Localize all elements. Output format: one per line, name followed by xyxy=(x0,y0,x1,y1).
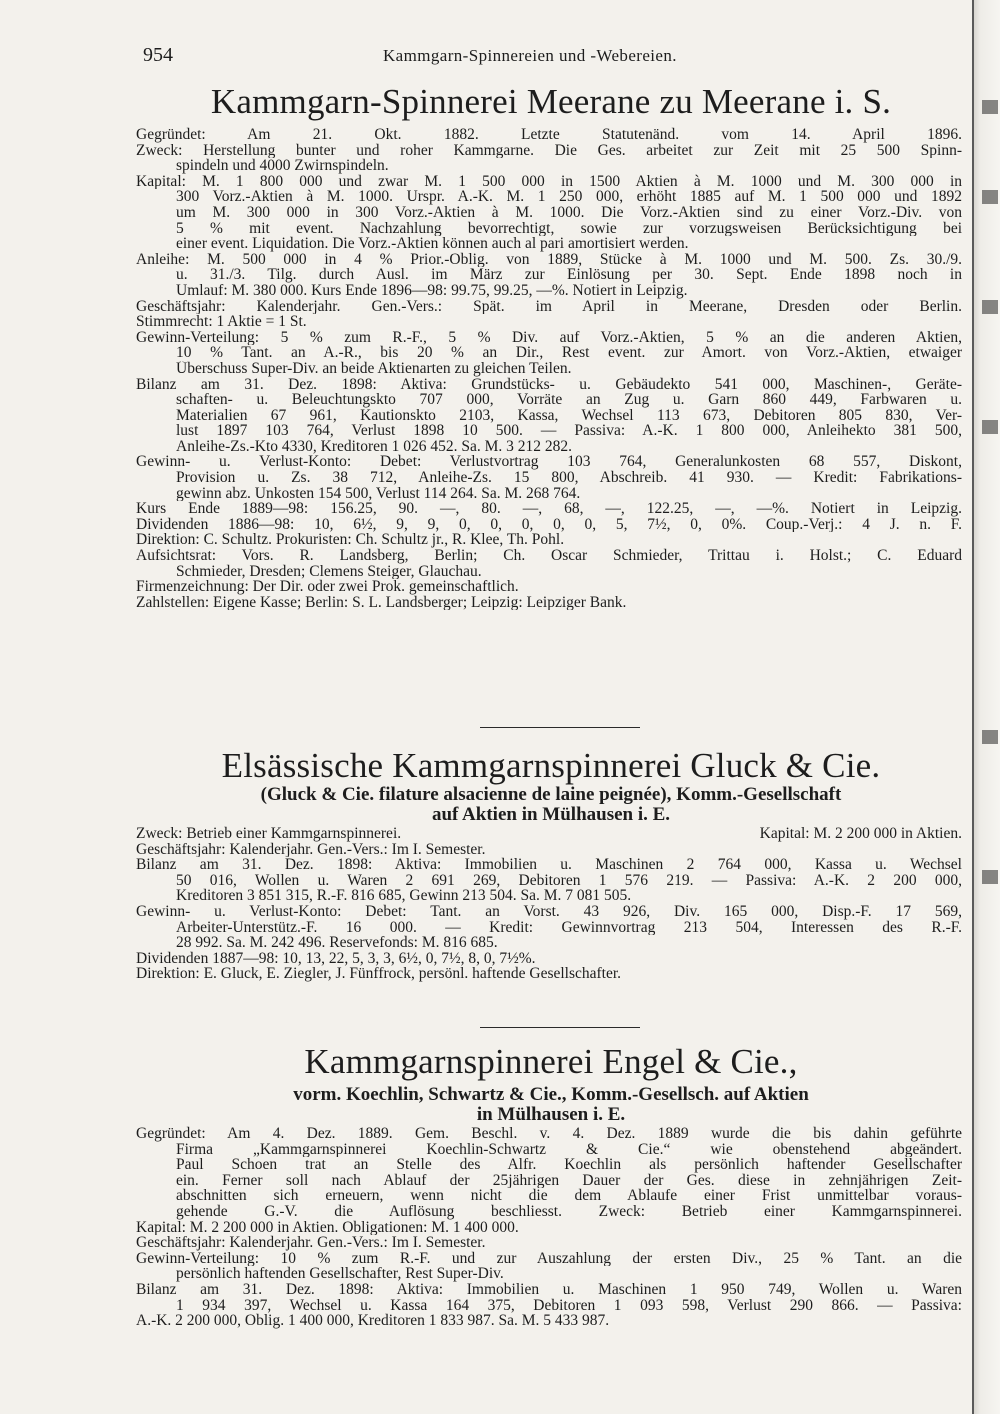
entry-line: Bilanz am 31. Dez. 1898: Aktiva: Grundstücks- u. Gebäudekto 541 000, Maschinen-, Geräte- xyxy=(136,376,962,393)
entry-line: Firma „Kammgarnspinnerei Koechlin-Schwartz & Cie.“ wie obenstehend abgeändert. xyxy=(176,1141,962,1158)
entry-line: Firmenzeichnung: Der Dir. oder zwei Prok. gemeinschaftlich. xyxy=(136,579,519,595)
entry-line: Zahlstellen: Eigene Kasse; Berlin: S. L. Landsberger; Leipzig: Leipziger Bank. xyxy=(136,594,627,611)
entry-line: Gegründet: Am 21. Okt. 1882. Letzte Statutenänd. vom 14. April 1896. xyxy=(136,127,962,143)
entry-line: Überschuss Super-Div. an beide Aktienarten zu gleichen Teilen. xyxy=(176,360,572,377)
entry-line: u. 31./3. Tilg. durch Ausl. im März zur Einlösung per 30. Sept. Ende 1898 noch in xyxy=(176,267,962,283)
edge-mark xyxy=(982,420,998,434)
entry-line-part: Kapital: M. 2 200 000 in Aktien. xyxy=(759,826,962,842)
edge-mark xyxy=(982,870,998,884)
entry-line: Dividenden 1887—98: 10, 13, 22, 5, 3, 3, 6½, 0, 7½, 8, 0, 7½%. xyxy=(136,950,536,967)
entry-line: ein. Ferner soll nach Ablauf der 25jährigen Dauer der Ges. diese in zehnjährigen Zeit- xyxy=(176,1172,962,1189)
entry-line: einer event. Liquidation. Die Vorz.-Aktien können auch al pari amortisiert werden. xyxy=(176,236,689,252)
entry-line: Kreditoren 3 851 315, R.-F. 816 685, Gewinn 213 504. Sa. M. 7 081 505. xyxy=(176,888,632,904)
entry-line: Gewinn-Verteilung: 5 % zum R.-F., 5 % Div. auf Vorz.-Aktien, 5 % an die anderen Aktien, xyxy=(136,329,962,346)
entry-line: Umlauf: M. 380 000. Kurs Ende 1896—98: 99.75, 99.25, —%. Notiert in Leipzig. xyxy=(176,282,688,299)
section-divider xyxy=(480,727,640,728)
entry-engel xyxy=(136,1126,962,1329)
company-subtitle-gluck: (Gluck & Cie. filature alsacienne de laine peignée), Komm.-Gesellschaft xyxy=(260,784,842,805)
entry-line: Gewinn- u. Verlust-Konto: Debet: Tant. an Vorst. 43 926, Div. 165 000, Disp.-F. 17 569, xyxy=(136,903,962,920)
entry-line: Kurs Ende 1889—98: 156.25, 90. —, 80. —, 68, —, 122.25, —, —%. Notiert in Leipzig. xyxy=(136,501,962,517)
entry-line: Kapital: M. 2 200 000 in Aktien. Obligationen: M. 1 400 000. xyxy=(136,1219,519,1236)
entry-line: spindeln und 4000 Zwirnspindeln. xyxy=(176,158,389,174)
entry-line: Gegründet: Am 4. Dez. 1889. Gem. Beschl. v. 4. Dez. 1889 wurde die bis dahin geführte xyxy=(136,1126,962,1142)
entry-line: Kapital: M. 1 800 000 und zwar M. 1 500 000 in 1500 Aktien à M. 1000 und M. 300 000 in xyxy=(136,173,962,190)
entry-line: Paul Schoen trat an Stelle des Alfr. Koechlin als persönlich haftender Gesellschafter xyxy=(176,1157,962,1173)
entry-line: lust 1897 103 764, Verlust 1898 10 500. — Passiva: A.-K. 1 800 000, Anleihekto 381 500, xyxy=(176,423,962,439)
entry-line: Direktion: E. Gluck, E. Ziegler, J. Fünffrock, persönl. haftende Gesellschafter. xyxy=(136,966,622,982)
entry-line-part: Zweck: Betrieb einer Kammgarnspinnerei. xyxy=(136,826,402,842)
entry-line: Materialien 67 961, Kautionskto 2103, Kassa, Wechsel 113 673, Debitoren 805 830, Ver- xyxy=(176,407,962,424)
page-binding-edge xyxy=(972,0,1000,1414)
entry-line: 1 934 397, Wechsel u. Kassa 164 375, Debitoren 1 093 598, Verlust 290 866. — Passiva: xyxy=(176,1297,962,1314)
entry-line: Geschäftsjahr: Kalenderjahr. Gen.-Vers.: Spät. im April in Meerane, Dresden oder Berlin. xyxy=(136,298,962,315)
entry-meerane xyxy=(136,127,962,610)
company-title-engel: Kammgarnspinnerei Engel & Cie., xyxy=(304,1042,798,1081)
company-subtitle-gluck-location: auf Aktien in Mülhausen i. E. xyxy=(431,804,671,825)
entry-line: 50 016, Wollen u. Waren 2 691 269, Debitoren 1 576 219. — Passiva: A.-K. 2 200 000, xyxy=(176,872,962,889)
edge-mark xyxy=(982,730,998,744)
edge-mark xyxy=(982,100,998,114)
entry-line: Stimmrecht: 1 Aktie = 1 St. xyxy=(136,314,307,330)
section-divider xyxy=(480,1027,640,1028)
entry-line: persönlich haftenden Gesellschafter, Rest Super-Div. xyxy=(176,1266,504,1282)
entry-line: Bilanz am 31. Dez. 1898: Aktiva: Immobilien u. Maschinen 2 764 000, Kassa u. Wechsel xyxy=(136,857,962,873)
edge-mark xyxy=(982,190,998,204)
edge-mark xyxy=(982,300,998,314)
running-title: Kammgarn-Spinnereien und -Webereien. xyxy=(383,46,677,65)
entry-line: Anleihe-Zs.-Kto 4330, Kreditoren 1 026 452. Sa. M. 3 212 282. xyxy=(176,438,573,455)
entry-line: Gewinn-Verteilung: 10 % zum R.-F. und zur Auszahlung der ersten Div., 25 % Tant. an die xyxy=(136,1250,962,1267)
entry-line: um M. 300 000 in 300 Vorz.-Aktien à M. 1000. Die Vorz.-Aktien sind zu einer Vorz.-Div. von xyxy=(176,204,962,221)
entry-line: 300 Vorz.-Aktien à M. 1000. Urspr. A.-K. M. 1 250 000, erhöht 1885 auf M. 1 500 000 und 1892 xyxy=(176,189,962,205)
entry-line: Bilanz am 31. Dez. 1898: Aktiva: Immobilien u. Maschinen 1 950 749, Wollen u. Waren xyxy=(136,1281,962,1298)
company-subtitle-engel-location: in Mülhausen i. E. xyxy=(476,1104,626,1125)
entry-line: Zweck: Herstellung bunter und roher Kammgarne. Die Ges. arbeitet zur Zeit mit 25 500 Spinn- xyxy=(136,142,962,159)
entry-line: Anleihe: M. 500 000 in 4 % Prior.-Oblig. von 1889, Stücke à M. 1000 und M. 500. Zs. 30./9. xyxy=(136,251,962,268)
entry-line: Gewinn- u. Verlust-Konto: Debet: Verlustvortrag 103 764, Generalunkosten 68 557, Diskont, xyxy=(136,454,962,471)
entry-line: schaften- u. Beleuchtungskto 707 000, Vorräte an Zug u. Garn 860 449, Farbwaren u. xyxy=(176,392,962,408)
entry-line xyxy=(136,826,962,842)
entry-line: gehende G.-V. die Auflösung beschliesst. Zweck: Betrieb einer Kammgarnspinnerei. xyxy=(176,1203,962,1220)
company-title-meerane: Kammgarn-Spinnerei Meerane zu Meerane i. S. xyxy=(210,82,892,121)
entry-line: Geschäftsjahr: Kalenderjahr. Gen.-Vers.: Im I. Semester. xyxy=(136,841,486,858)
page-header xyxy=(143,40,958,70)
entry-line: Schmieder, Dresden; Clemens Steiger, Glauchau. xyxy=(176,563,482,580)
entry-line: abschnitten sich erneuern, wenn nicht die dem Ablaufe einer Frist unmittelbar voraus- xyxy=(176,1188,962,1204)
entry-line: Dividenden 1886—98: 10, 6½, 9, 9, 0, 0, 0, 0, 0, 5, 7½, 0, 0%. Coup.-Verj.: 4 J. n. F. xyxy=(136,516,962,533)
entry-line: 28 992. Sa. M. 242 496. Reservefonds: M. 816 685. xyxy=(176,935,498,951)
company-title-gluck: Elsässische Kammgarnspinnerei Gluck & Cie. xyxy=(221,746,881,785)
entry-line: Direktion: C. Schultz. Prokuristen: Ch. Schultz jr., R. Klee, Th. Pohl. xyxy=(136,532,565,549)
entry-gluck xyxy=(136,826,962,982)
entry-line: Aufsichtsrat: Vors. R. Landsberg, Berlin; Ch. Oscar Schmieder, Trittau i. Holst.; C. Eduard xyxy=(136,548,962,564)
entry-line: Arbeiter-Unterstütz.-F. 16 000. — Kredit: Gewinnvortrag 213 504, Interessen des R.-F. xyxy=(176,919,962,936)
company-subtitle-engel: vorm. Koechlin, Schwartz & Cie., Komm.-Gesellsch. auf Aktien xyxy=(293,1084,809,1105)
entry-line: 10 % Tant. an A.-R., bis 20 % an Dir., Rest event. zur Amort. von Vorz.-Aktien, etwaiger xyxy=(176,345,962,361)
entry-line: A.-K. 2 200 000, Oblig. 1 400 000, Kreditoren 1 833 987. Sa. M. 5 433 987. xyxy=(136,1313,610,1329)
entry-line: gewinn abz. Unkosten 154 500, Verlust 114 264. Sa. M. 268 764. xyxy=(176,485,581,502)
entry-line: Geschäftsjahr: Kalenderjahr. Gen.-Vers.: Im I. Semester. xyxy=(136,1235,486,1251)
entry-line: 5 % mit event. Nachzahlung bevorrechtigt, sowie zur vorzugsweisen Berücksichtigung bei xyxy=(176,220,962,237)
entry-line: Provision u. Zs. 38 712, Anleihe-Zs. 15 800, Abschreib. 41 930. — Kredit: Fabrikations- xyxy=(176,470,962,486)
page-number: 954 xyxy=(143,44,173,66)
